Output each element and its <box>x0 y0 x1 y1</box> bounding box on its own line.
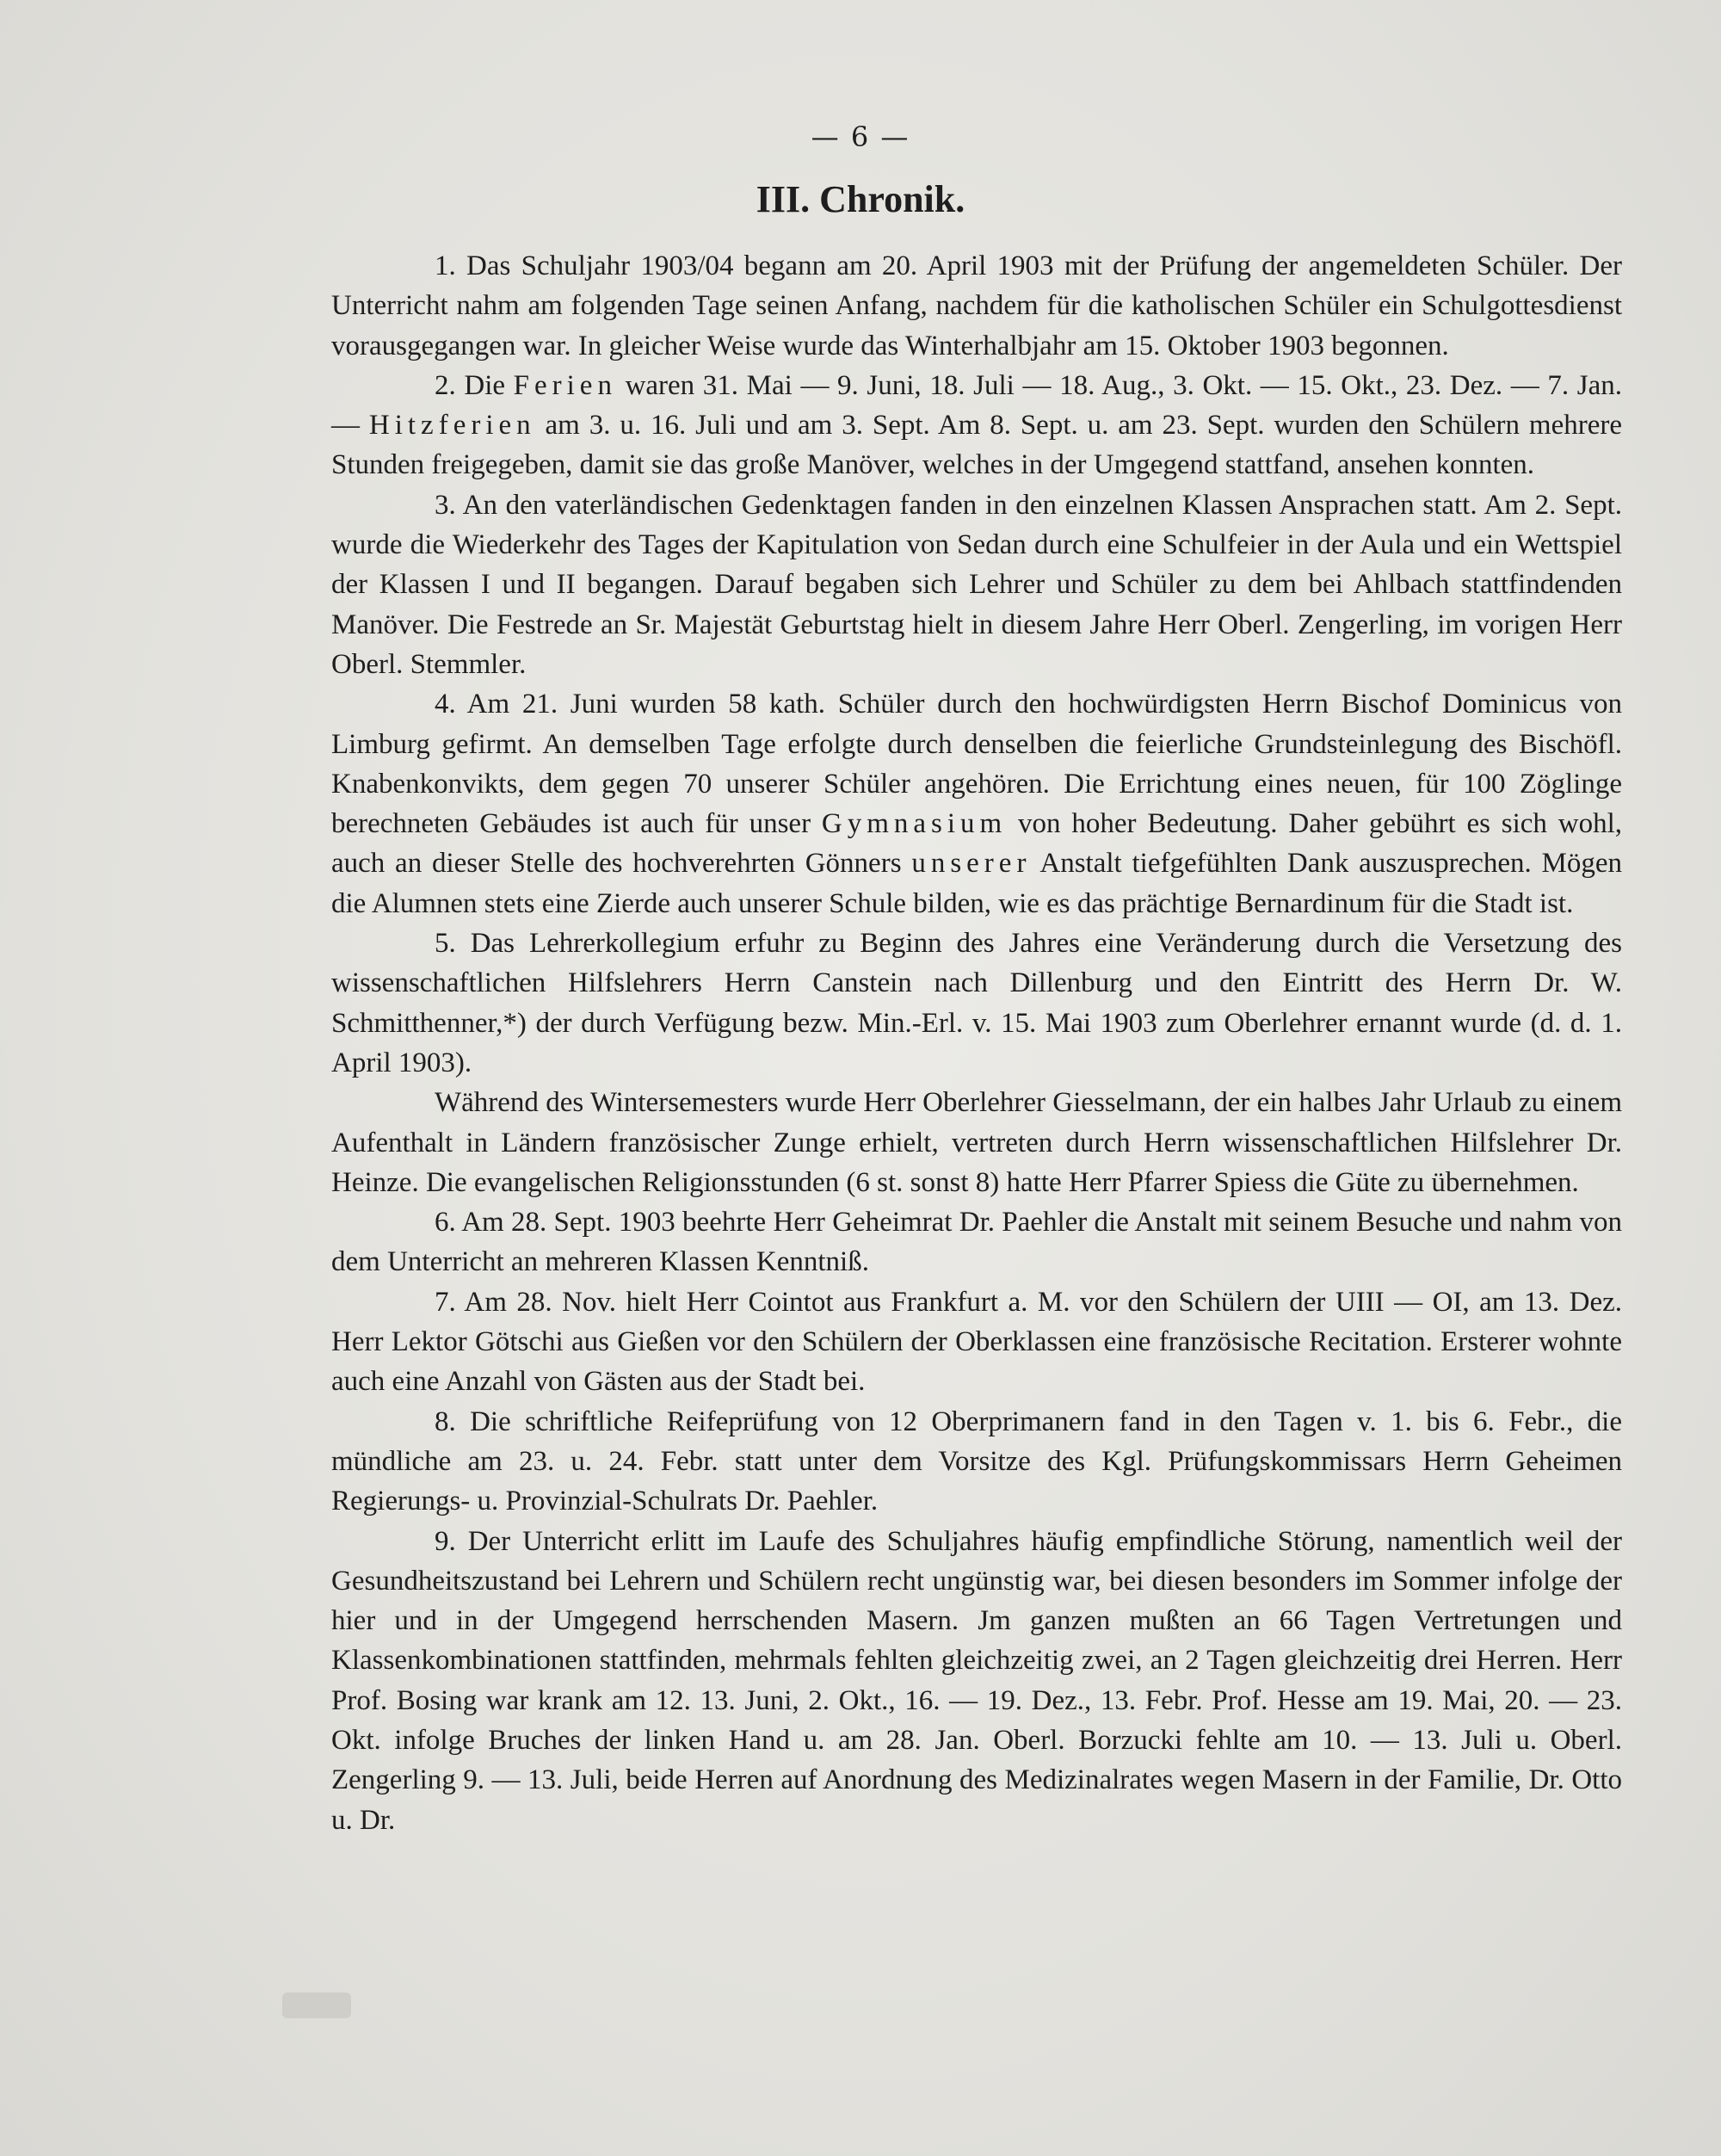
text-segment: 9. Der Unterricht erlitt im Laufe des Schuljahres häufig empfindliche Störung, namentlich weil der Gesundheitszustand bei Lehrern und Schülern recht ungünstig war, bei diesen besonders im Sommer infolge der hier und in der Umgegend herrschenden Masern. Jm ganzen mußten an 66 Tagen Vertretungen und Klassenkombinationen stattfinden, mehrmals fehlten gleichzeitig zwei, an 2 Tagen gleichzeitig drei Herren. Herr Prof. Bosing war krank am 12. 13. Juni, 2. Okt., 16. — 19. Dez., 13. Febr. Prof. Hesse am 19. Mai, 20. — 23. Okt. infolge Bruches der linken Hand u. am 28. Jan. Oberl. Borzucki fehlte am 10. — 13. Juli u. Oberl. Zengerling 9. — 13. Juli, beide Herren auf Anordnung des Medizinalrates wegen Masern in der Familie, Dr. Otto u. Dr. <box>331 1525 1622 1836</box>
paragraph-2 <box>331 366 1622 485</box>
paragraph-10 <box>331 1522 1622 1840</box>
section-heading: III. Chronik. <box>756 178 965 220</box>
paragraph-4 <box>331 684 1622 924</box>
text-segment: von hoher Bedeutung. Daher gebührt es sich wohl, auch an dieser Stelle des hochverehrten Gönners <box>331 808 1622 880</box>
spaced-emphasis: unserer <box>911 848 1032 880</box>
paragraph-9 <box>331 1402 1622 1522</box>
page-number: — 6 — <box>811 120 910 153</box>
paragraph-3 <box>331 485 1622 684</box>
text-segment: 8. Die schriftliche Reifeprüfung von 12 Oberprimanern fand in den Tagen v. 1. bis 6. Febr., die mündliche am 23. u. 24. Febr. statt unter dem Vorsitze des Kgl. Prüfungskommissars Herrn Geheimen Regierungs- u. Provinzial-Schulrats Dr. Paehler. <box>331 1405 1622 1517</box>
text-segment: am 3. u. 16. Juli und am 3. Sept. Am 8. Sept. u. am 23. Sept. wurden den Schülern mehrere Stunden freigegeben, damit sie das große Manöver, welches in der Umgegend stattfand, ansehen konnten. <box>331 410 1623 481</box>
text-segment: 5. Das Lehrerkollegium erfuhr zu Beginn des Jahres eine Veränderung durch die Versetzung des wissenschaftlichen Hilfslehrers Herrn Canstein nach Dillenburg und den Eintritt des Herrn Dr. W. Schmitthenner,*) der durch Verfügung bezw. Min.-Erl. v. 15. Mai 1903 zum Oberlehrer ernannt wurde (d. d. 1. April 1903). <box>331 928 1622 1078</box>
text-segment: 4. Am 21. Juni wurden 58 kath. Schüler durch den hochwürdigsten Herrn Bischof Dominicus von Limburg gefirmt. An demselben Tage erfolgte durch denselben die feierliche Grundsteinlegung des Bischöfl. Knabenkonvikts, dem gegen 70 unserer Schüler angehören. Die Errichtung eines neuen, für 100 Zöglinge berechneten Gebäudes ist auch für unser <box>331 689 1622 840</box>
text-segment: 3. An den vaterländischen Gedenktagen fanden in den einzelnen Klassen Ansprachen statt. Am 2. Sept. wurde die Wiederkehr des Tages der Kapitulation von Sedan durch eine Schulfeier in der Aula und ein Wettspiel der Klassen I und II begangen. Darauf begaben sich Lehrer und Schüler zu dem bei Ahlbach stattfindenden Manöver. Die Festrede an Sr. Majestät Geburtstag hielt in diesem Jahre Herr Oberl. Zengerling, im vorigen Herr Oberl. Stemmler. <box>331 489 1622 680</box>
text-segment: Anstalt tiefgefühlten Dank auszusprechen. Mögen die Alumnen stets eine Zierde auch unserer Schule bilden, wie es das prächtige Bernardinum für die Stadt ist. <box>331 848 1623 919</box>
text-segment: 6. Am 28. Sept. 1903 beehrte Herr Geheimrat Dr. Paehler die Anstalt mit seinem Besuche und nahm von dem Unterricht an mehreren Klassen Kenntniß. <box>331 1207 1622 1278</box>
paragraph-5 <box>331 924 1622 1083</box>
scan-smudge <box>282 1992 351 2018</box>
paragraph-6 <box>331 1083 1622 1202</box>
paragraph-1 <box>331 246 1622 366</box>
spaced-emphasis: Hitzferien <box>368 410 536 442</box>
spaced-emphasis: Ferien <box>513 369 617 401</box>
text-segment: 7. Am 28. Nov. hielt Herr Cointot aus Frankfurt a. M. vor den Schülern der UIII — OI, am 13. Dez. Herr Lektor Götschi aus Gießen vor den Schülern der Oberklassen eine französische Recitation. Ersterer wohnte auch eine Anzahl von Gästen aus der Stadt bei. <box>331 1286 1622 1398</box>
text-segment: 2. Die <box>435 369 514 401</box>
body-text <box>331 246 1622 1840</box>
paragraph-8 <box>331 1282 1622 1402</box>
paragraph-7 <box>331 1202 1622 1282</box>
text-segment: Während des Wintersemesters wurde Herr Oberlehrer Giesselmann, der ein halbes Jahr Urlaub zu einem Aufenthalt in Ländern französischer Zunge erhielt, vertreten durch Herrn wissenschaftlichen Hilfslehrer Dr. Heinze. Die evangelischen Religionsstunden (6 st. sonst 8) hatte Herr Pfarrer Spiess die Güte zu übernehmen. <box>331 1087 1622 1198</box>
text-segment: 1. Das Schuljahr 1903/04 begann am 20. April 1903 mit der Prüfung der angemeldeten Schüler. Der Unterricht nahm am folgenden Tage seinen Anfang, nachdem für die katholischen Schüler ein Schulgottesdienst vorausgegangen war. In gleicher Weise wurde das Winterhalbjahr am 15. Oktober 1903 begonnen. <box>331 250 1622 361</box>
spaced-emphasis: Gymnasium <box>821 808 1008 840</box>
text-segment: waren 31. Mai — 9. Juni, 18. Juli — 18. Aug., 3. Okt. — 15. Okt., 23. Dez. — 7. Jan. — <box>331 369 1622 442</box>
